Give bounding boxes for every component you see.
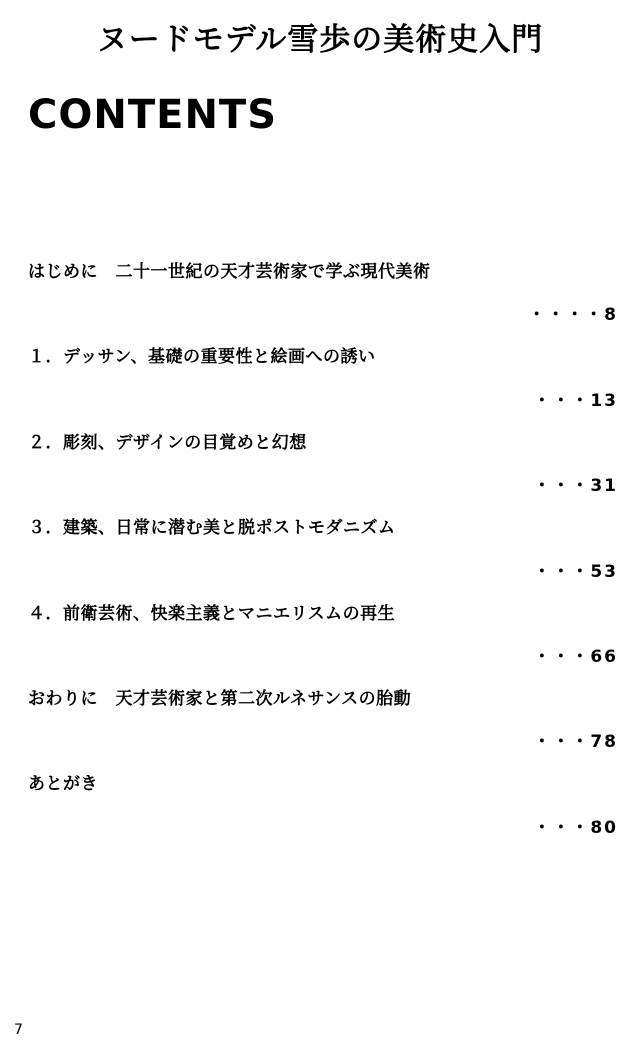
toc-entry — [0, 347, 640, 410]
toc-entry — [0, 518, 640, 581]
toc-entry-label: あとがき — [28, 774, 98, 795]
toc-entry — [0, 604, 640, 667]
toc-entry — [0, 262, 640, 325]
page-number: 7 — [14, 1022, 23, 1038]
toc-entry-page: ・・・80 — [533, 817, 618, 838]
toc-entry-page: ・・・13 — [533, 390, 618, 411]
toc-entry-label: １．デッサン、基礎の重要性と絵画への誘い — [28, 347, 376, 368]
toc-entry-page: ・・・・8 — [528, 305, 618, 326]
toc-entry — [0, 774, 640, 837]
toc-entry-page: ・・・78 — [533, 732, 618, 753]
toc-entry-label: ３．建築、日常に潜む美と脱ポストモダニズム — [28, 518, 396, 539]
toc-entry-label: ２．彫刻、デザインの目覚めと幻想 — [28, 432, 307, 453]
toc-entry-page: ・・・31 — [533, 476, 618, 497]
toc-entry-label: はじめに 二十一世紀の天才芸術家で学ぶ現代美術 — [28, 262, 431, 282]
contents-heading: CONTENTS — [28, 92, 278, 138]
book-title: ヌードモデル雪歩の美術史入門 — [96, 22, 544, 58]
toc-entry-page: ・・・66 — [533, 646, 618, 667]
toc-entry-page: ・・・53 — [533, 561, 618, 582]
toc-entry-label: ４．前衛芸術、快楽主義とマニエリスムの再生 — [28, 603, 396, 624]
table-of-contents — [0, 262, 640, 860]
toc-entry-label: おわりに 天才芸術家と第二次ルネサンスの胎動 — [28, 688, 412, 709]
toc-entry — [0, 689, 640, 752]
toc-entry — [0, 433, 640, 496]
